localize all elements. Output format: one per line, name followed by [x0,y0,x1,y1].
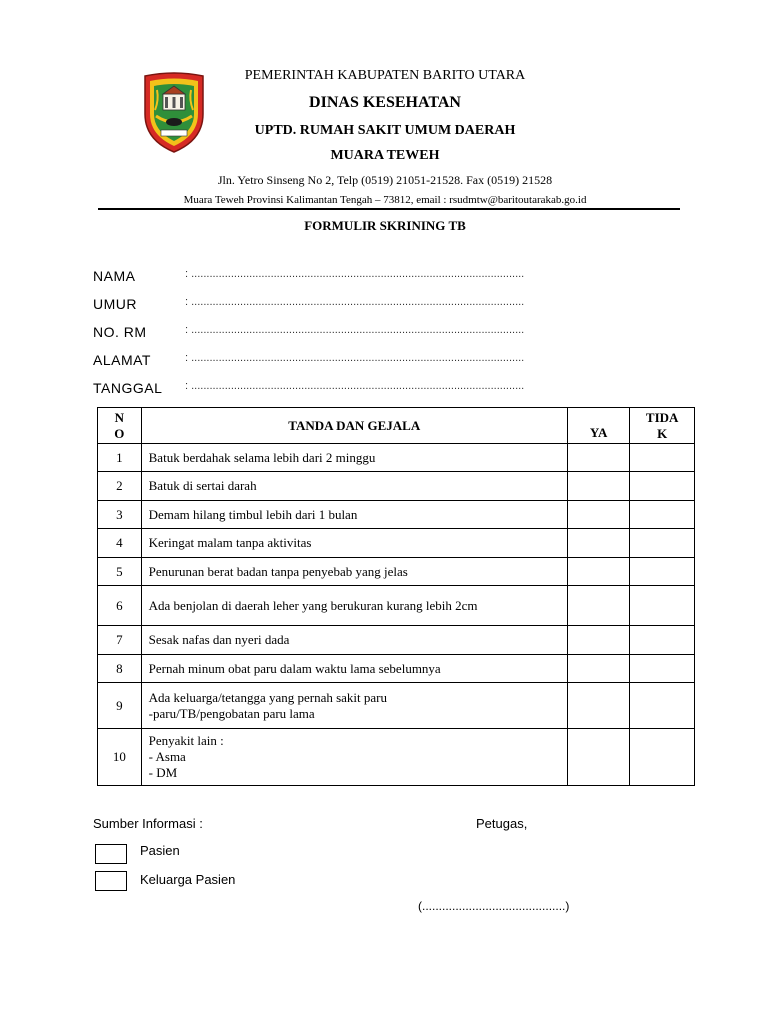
field-value[interactable]: : ............................................................................................................. [185,352,525,364]
row-number: 10 [98,729,142,786]
table-row [98,729,695,786]
answer-no-cell[interactable] [630,472,695,501]
field-label: ALAMAT [93,352,151,368]
row-number: 6 [98,586,142,626]
symptom-line: - Asma [148,749,186,764]
form-title: FORMULIR SKRINING TB [304,218,466,233]
row-symptom [141,558,567,586]
row-number: 5 [98,558,142,586]
field-nama[interactable] [93,268,633,286]
table-row [98,444,695,472]
row-number: 7 [98,626,142,655]
answer-no-cell[interactable] [630,683,695,729]
answer-yes-cell[interactable] [567,683,629,729]
row-symptom [141,444,567,472]
answer-no-cell[interactable] [630,558,695,586]
address-line-1: Jln. Yetro Sinseng No 2, Telp (0519) 21051-21528. Fax (0519) 21528 [217,173,553,187]
answer-no-cell[interactable] [630,655,695,683]
answer-yes-cell[interactable] [567,558,629,586]
table-header-row [98,408,695,444]
option-label-keluarga-pasien: Keluarga Pasien [140,872,236,887]
symptom-line: Ada benjolan di daerah leher yang berukuran kurang lebih 2cm [148,597,478,613]
checkbox-pasien[interactable] [95,844,127,864]
officer-label: Petugas, [476,816,528,831]
col-header-no-line2: O [114,425,125,441]
signature-line: (...........................................) [418,899,570,913]
field-value[interactable]: : ............................................................................................................. [185,324,525,336]
answer-yes-cell[interactable] [567,501,629,529]
answer-no-cell[interactable] [630,444,695,472]
table-row [98,558,695,586]
col-header-no-line1: N [114,409,125,425]
answer-no-cell[interactable] [630,529,695,558]
answer-no-cell[interactable] [630,501,695,529]
table-row [98,501,695,529]
table-row [98,472,695,501]
table-row [98,529,695,558]
screening-table [97,407,695,786]
row-symptom [141,655,567,683]
city-name: MUARA TEWEH [330,148,440,163]
row-symptom [141,626,567,655]
col-header-yes: YA [567,408,629,444]
answer-no-cell[interactable] [630,626,695,655]
option-label-pasien: Pasien [140,843,180,858]
row-symptom [141,683,567,729]
government-name: PEMERINTAH KABUPATEN BARITO UTARA [244,68,526,83]
col-header-no [98,408,142,444]
answer-yes-cell[interactable] [567,444,629,472]
answer-yes-cell[interactable] [567,472,629,501]
row-symptom [141,501,567,529]
field-label: UMUR [93,296,137,312]
checkbox-keluarga-pasien[interactable] [95,871,127,891]
symptom-line: Penyakit lain : [148,733,224,748]
answer-yes-cell[interactable] [567,626,629,655]
row-number: 3 [98,501,142,529]
row-number: 8 [98,655,142,683]
row-number: 1 [98,444,142,472]
field-value[interactable]: : ............................................................................................................. [185,380,525,392]
table-row [98,683,695,729]
answer-yes-cell[interactable] [567,655,629,683]
symptom-line: Batuk berdahak selama lebih dari 2 minggu [148,449,376,465]
field-umur[interactable] [93,296,633,314]
field-label: TANGGAL [93,380,163,396]
symptom-line: -paru/TB/pengobatan paru lama [148,705,315,721]
answer-no-cell[interactable] [630,729,695,786]
col-header-no-answer-line2: K [657,425,668,441]
col-header-no-answer-line1: TIDA [645,409,679,425]
field-tanggal[interactable] [93,380,633,398]
symptom-line: Penurunan berat badan tanpa penyebab yang jelas [148,563,408,579]
hospital-unit: UPTD. RUMAH SAKIT UMUM DAERAH [254,123,516,138]
field-value[interactable]: : ............................................................................................................. [185,268,525,280]
answer-yes-cell[interactable] [567,529,629,558]
department-name: DINAS KESEHATAN [309,94,461,111]
row-symptom [141,729,567,786]
col-header-no-answer [630,408,695,444]
row-number: 9 [98,683,142,729]
row-number: 4 [98,529,142,558]
col-header-symptoms: TANDA DAN GEJALA [141,408,567,444]
symptom-line: Pernah minum obat paru dalam waktu lama sebelumnya [148,660,441,676]
field-label: NAMA [93,268,136,284]
source-label: Sumber Informasi : [93,816,203,831]
row-symptom [141,472,567,501]
table-row [98,655,695,683]
field-no-rm[interactable] [93,324,633,342]
answer-no-cell[interactable] [630,586,695,626]
header-divider [98,208,680,210]
regency-coat-of-arms-icon [141,70,207,154]
answer-yes-cell[interactable] [567,729,629,786]
answer-yes-cell[interactable] [567,586,629,626]
table-row [98,586,695,626]
field-value[interactable]: : ............................................................................................................. [185,296,525,308]
symptom-line: Sesak nafas dan nyeri dada [148,632,290,647]
symptom-line: Ada keluarga/tetangga yang pernah sakit paru [148,689,388,705]
row-number: 2 [98,472,142,501]
field-alamat[interactable] [93,352,633,370]
symptom-line: - DM [148,765,178,780]
address-line-2: Muara Teweh Provinsi Kalimantan Tengah – 73812, email : rsudmtw@baritoutarakab.go.id [183,194,587,206]
symptom-line: Batuk di sertai darah [148,478,257,493]
field-label: NO. RM [93,324,147,340]
symptom-line: Demam hilang timbul lebih dari 1 bulan [148,506,358,522]
table-row [98,626,695,655]
row-symptom [141,529,567,558]
row-symptom [141,586,567,626]
symptom-line: Keringat malam tanpa aktivitas [148,535,312,550]
